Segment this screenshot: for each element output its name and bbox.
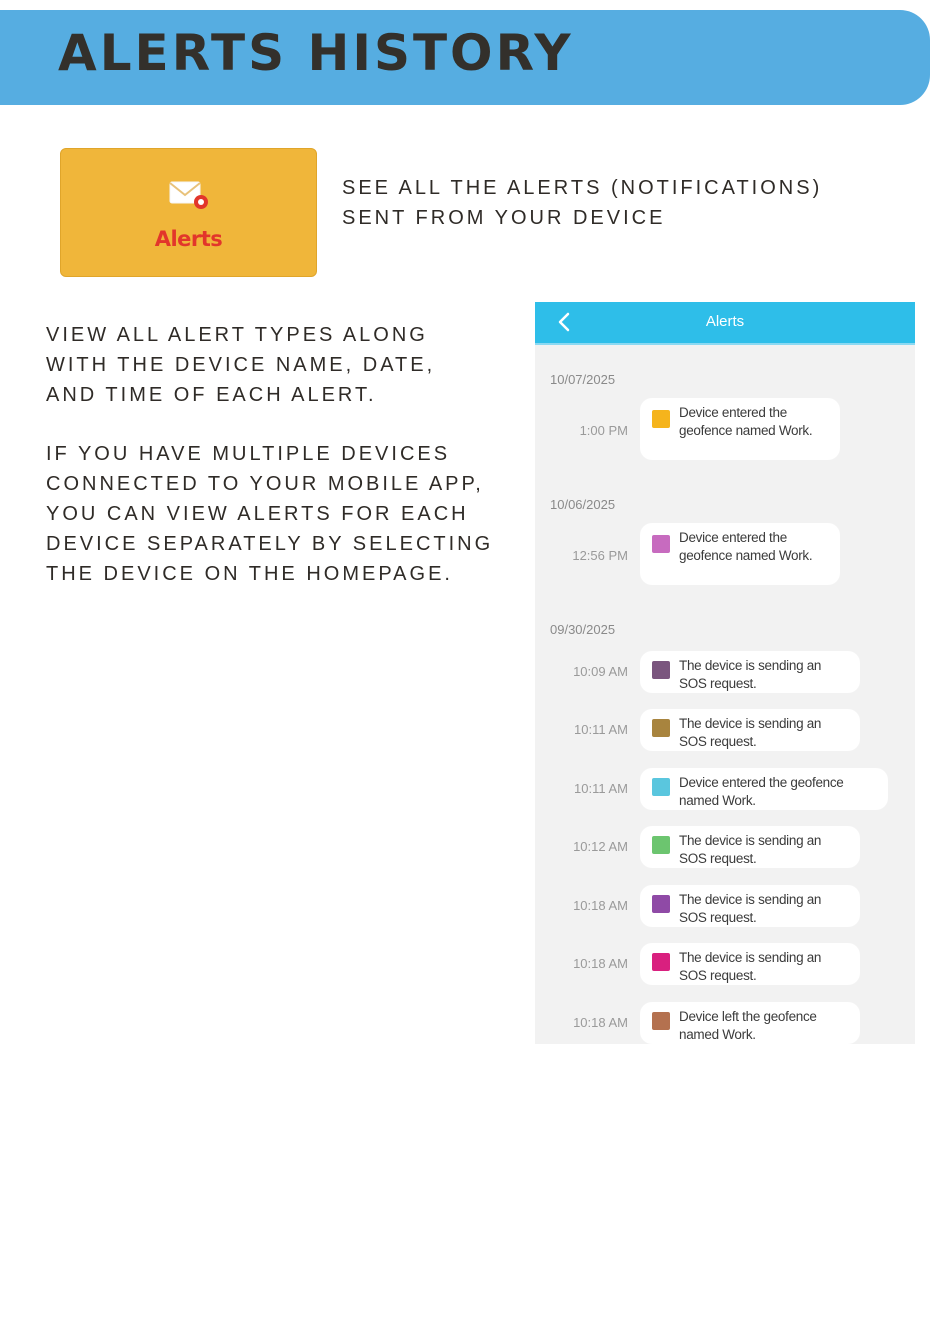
desc-line: IF YOU HAVE MULTIPLE DEVICES [46,443,451,466]
alert-message: The device is sending an SOS request. [679,658,822,691]
alerts-tile-button[interactable] [60,148,317,277]
desc-line: YOU CAN VIEW ALERTS FOR EACH [46,502,469,525]
desc-line: AND TIME OF EACH ALERT. [46,383,377,406]
alert-time: 10:18 AM [573,956,628,971]
intro-text [342,173,902,233]
alert-message: The device is sending an SOS request. [679,892,822,925]
alert-message: Device entered the geofence named Work. [679,405,813,438]
alert-color-swatch [652,778,670,796]
alert-color-swatch [652,836,670,854]
alert-message: Device entered the geofence named Work. [679,775,844,808]
description-text [46,321,526,589]
intro-line: SENT FROM YOUR DEVICE [342,207,666,229]
desc-line: VIEW ALL ALERT TYPES ALONG [46,324,428,346]
alert-card[interactable] [640,709,860,751]
alert-time: 10:18 AM [573,898,628,913]
page-title: ALERTS HISTORY [58,24,574,82]
alert-time: 10:18 AM [573,1015,628,1030]
alert-color-swatch [652,719,670,737]
alert-time: 1:00 PM [579,423,628,438]
alert-message: The device is sending an SOS request. [679,716,822,749]
desc-line: DEVICE SEPARATELY BY SELECTING [46,532,494,555]
alert-message: Device entered the geofence named Work. [679,530,813,563]
desc-line: WITH THE DEVICE NAME, DATE, [46,353,436,376]
alert-color-swatch [652,953,670,971]
header-banner [0,10,930,105]
date-label: 10/07/2025 [550,372,616,387]
alert-message: Device left the geofence named Work. [679,1009,817,1042]
desc-line: CONNECTED TO YOUR MOBILE APP, [46,473,484,496]
alert-card[interactable] [640,885,860,927]
alert-color-swatch [652,661,670,679]
alert-message: The device is sending an SOS request. [679,833,822,866]
alert-message: The device is sending an SOS request. [679,950,822,983]
alert-time: 10:11 AM [574,781,628,796]
alert-color-swatch [652,535,670,553]
date-label: 10/06/2025 [550,497,616,512]
alert-time: 10:09 AM [573,664,628,679]
alert-time: 10:12 AM [573,839,628,854]
phone-title: Alerts [705,313,745,330]
alert-color-swatch [652,1012,670,1030]
alert-card[interactable] [640,826,860,868]
phone-screenshot [535,302,915,1044]
desc-line: THE DEVICE ON THE HOMEPAGE. [46,562,453,585]
date-label: 09/30/2025 [550,622,616,637]
alert-card[interactable] [640,1002,860,1044]
envelope-alert-icon [168,179,210,211]
intro-line: SEE ALL THE ALERTS (NOTIFICATIONS) [342,177,823,199]
phone-header [535,302,915,345]
alert-card[interactable] [640,398,840,460]
alert-card[interactable] [640,651,860,693]
alert-color-swatch [652,410,670,428]
alert-card[interactable] [640,943,860,985]
alert-color-swatch [652,895,670,913]
alert-time: 10:11 AM [574,722,628,737]
alert-card[interactable] [640,523,840,585]
alert-card[interactable] [640,768,888,810]
alert-time: 12:56 PM [572,548,628,563]
alerts-tile-label: Alerts [154,227,223,251]
